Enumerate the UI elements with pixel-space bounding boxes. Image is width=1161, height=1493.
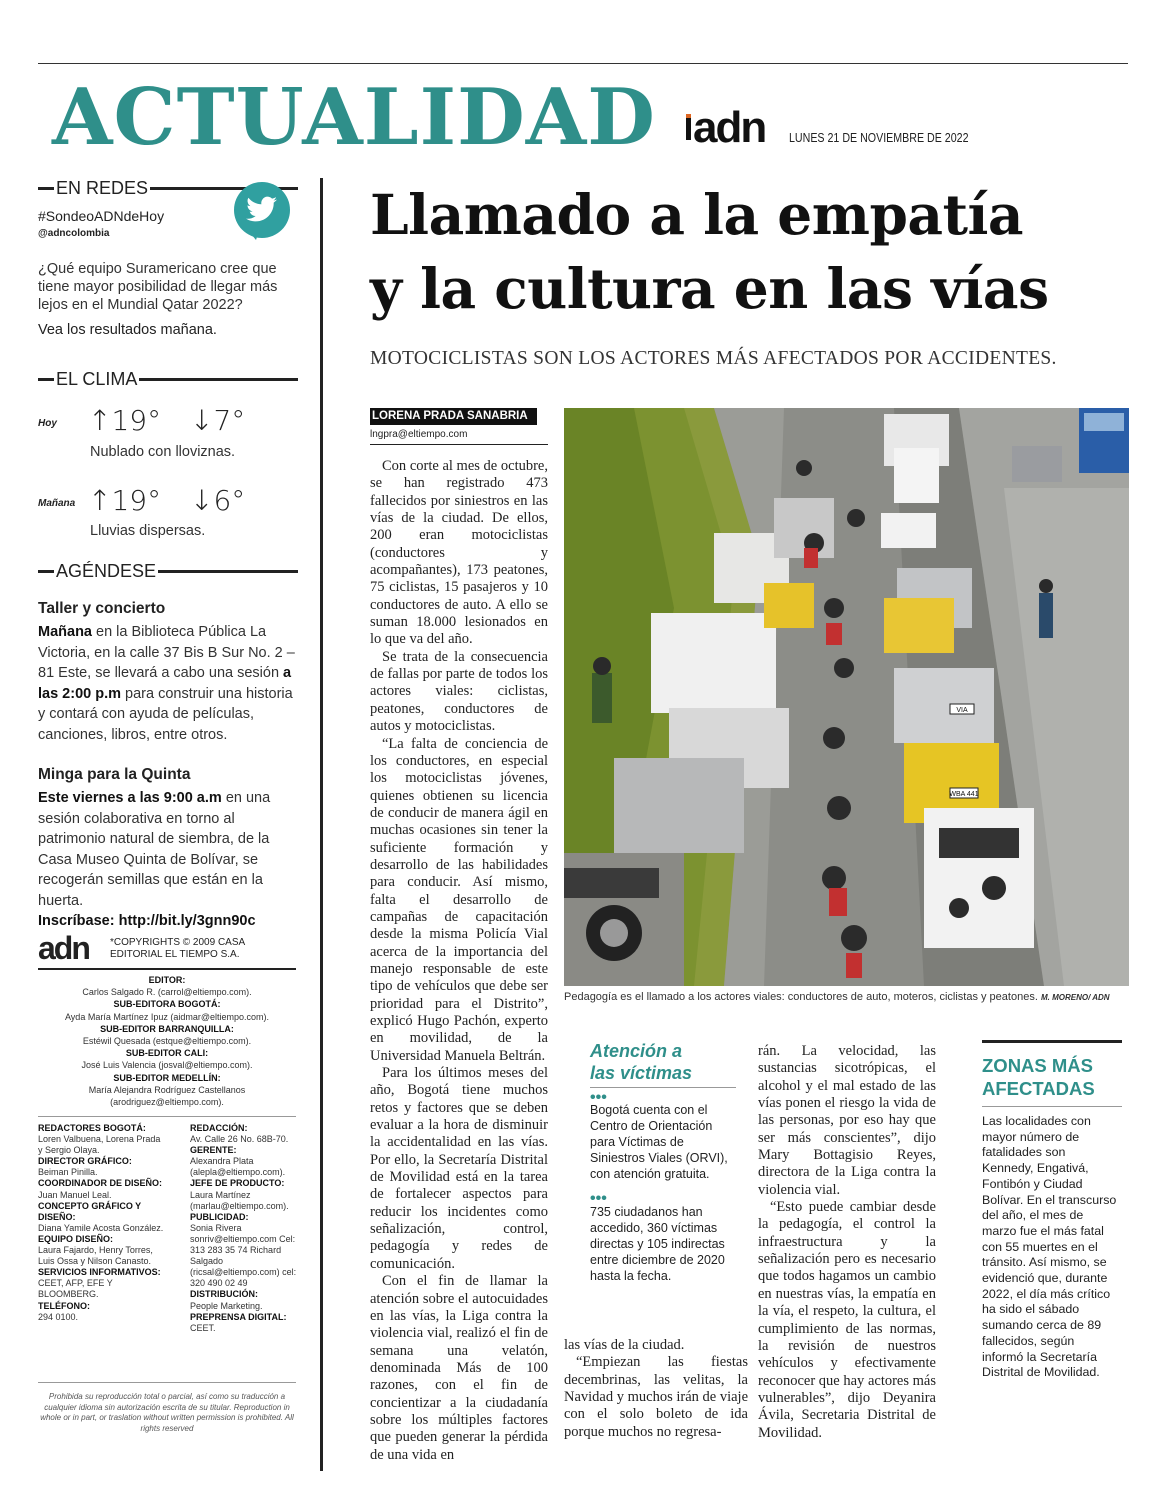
victims-paragraph: Bogotá cuenta con el Centro de Orientación para Víctimas de Siniestros Viales (ORVI), con atención gratuita. [590,1103,728,1181]
credit-name: María Alejandra Rodríguez Castellanos [88,1084,246,1095]
event-description [38,788,300,932]
event-text: para construir una historia y contará con ayuda de películas, canciones, libros, entre otros. [38,685,293,743]
credit-role: SUB-EDITOR MEDELLÍN: [113,1072,221,1083]
weather-tomorrow-low: ↓6° [190,484,246,517]
credits-left-column [38,1123,166,1323]
credit-role: GERENTE: [190,1145,237,1156]
weather-tomorrow-label: Mañana [38,498,76,509]
credit-role: EDITOR: [148,975,186,985]
headline-line: Llamado a la empatía [370,182,1024,247]
credit-name: Carlos Salgado R. (carrol@eltiempo.com). [82,987,252,998]
zones-box-title [982,1054,1095,1100]
credit-name: Loren Valbuena, Lorena Prada y Sergio Olaya. [38,1134,161,1156]
credit-role: SUB-EDITORA BOGOTÁ: [113,999,221,1010]
event-text: en la Biblioteca Pública La Victoria, en la calle 37 Bis B Sur No. 2 – 81 Este, se llevará a cabo una sesión [38,624,295,681]
article-paragraph: las vías de la ciudad. [564,1337,685,1353]
plate-text: VIA [956,707,968,714]
credit-role: DIRECTOR GRÁFICO: [38,1156,132,1167]
weather-tomorrow-high: ↑19° [88,484,162,517]
bullet-dots-icon: ••• [590,1190,607,1207]
weather-today-low: ↓7° [190,404,246,437]
event-text: en una sesión colaborativa en torno al patrimonio natural de siembra, de la Casa Museo Quinta de Bolívar, se recogerán semillas que están en la huerta. [38,790,271,909]
title-line: Atención a [590,1041,683,1061]
poll-hashtag: #SondeoADNdeHoy [38,208,165,224]
top-rule [38,63,1128,64]
article-paragraph: Con el fin de llamar la atención sobre el autocuidades en las vías, la Liga contra la violencia vial, realizó el fin de semana una velatón, denominada Más de 100 razones, con el fin de concientizar a la ciudadanía sobre los múltiples factores que pueden generar la pérdida de una vida en [370,1273,548,1463]
traffic-photo-illustration [564,408,1129,986]
credit-name: José Luis Valencia (josval@eltiempo.com). [81,1060,253,1071]
event-description [38,622,300,745]
twitter-handle: @adncolombia [38,228,110,239]
article-paragraph: rán. La velocidad, las sustancias sicotrópicas, el alcohol y el mal estado de las vías ponen el riesgo la vida de las personas, por eso hay que ser más conscientes”, dijo Mary Bottagisio Reyes, directora de la Liga contra la violencia vial. [758,1043,936,1198]
poll-note: Vea los resultados mañana. [38,322,217,338]
event-lead: Este viernes a las 9:00 a.m [38,790,222,806]
credit-role: REDACCIÓN: [190,1123,248,1133]
victims-rule [590,1087,736,1088]
weather-today-label: Hoy [38,418,57,429]
credit-name: Laura Fajardo, Henry Torres, Luis Ossa y Nilson Canasto. [38,1245,153,1267]
event-time: a las 2:00 p.m [38,665,292,702]
article-column-2 [564,1337,748,1441]
brand-logo [686,103,766,152]
article-paragraph: “La falta de conciencia de los conductores, en especial los motociclistas jóvenes, quienes obtienen su licencia de conducir de manera ágil en muchas ocasiones sin tener la suficiente formación y desarrollo de las habilidades para conducir. Así mismo, falta el desarrollo de campañas de capacitación desde la misma Policía Vial acerca de la importancia del manejo responsable de este tipo de vehículos que debe ser prioridad para el Distrito”, explicó Hugo Pachón, experto en movilidad, de la Universidad Manuela Beltrán. [370,735,548,1064]
event-lead: Mañana [38,624,92,640]
credits-right-column [190,1123,300,1334]
photo-credit: M. MORENO/ ADN [1040,993,1110,1002]
section-title: ACTUALIDAD [52,72,656,163]
event-signup-link[interactable]: Inscríbase: http://bit.ly/3gnn90c [38,913,256,929]
article-paragraph: Con corte al mes de octubre, se han registrado 473 fallecidos por siniestros en las vías de la ciudad. De ellos, 200 eran motociclistas (conductores y acompañantes), 173 peatones, 75 ciclistas, 15 pasajeros y 10 conductores de auto. A ello se suman 18.000 lesionados en lo que va del año. [370,458,548,648]
credit-name: Av. Calle 26 No. 68B-70. [190,1134,289,1145]
zones-rule [982,1040,1122,1043]
article-paragraph: “Empiezan las fiestas decembrinas, las velitas, la Navidad y muchos irán de viaje con el solo boleto de ida porque muchos no regresa- [564,1354,749,1440]
credit-role: SUB-EDITOR BARRANQUILLA: [100,1023,234,1034]
weather-section-header [38,369,298,389]
social-label: EN REDES [56,178,149,198]
zones-rule [982,1106,1122,1107]
legal-divider [38,1382,296,1383]
credit-name: Alexandra Plata (aleplа@eltiempo.com). [190,1156,286,1178]
weather-tomorrow-desc: Lluvias dispersas. [90,523,206,539]
credits-rule [38,968,296,970]
title-line: ZONAS MÁS [982,1055,1093,1076]
credit-role: TELÉFONO: [38,1300,90,1311]
legal-notice: Prohibida su reproducción total o parcial, así como su traducción a cualquier idioma sin autorización escrita de su titular. Reproduction in whole or in part, or traslation without written permission is prohibited. All rights reserved [40,1392,294,1433]
bird-glyph [246,196,278,224]
column-divider [320,178,323,1471]
agenda-label: AGÉNDESE [56,561,157,581]
poll-question: ¿Qué equipo Suramericano cree que tiene mayor posibilidad de llegar más lejos en el Mundial Qatar 2022? [38,261,278,313]
article-paragraph: Se trata de la consecuencia de fallas por parte de todos los actores viales: ciclistas, peatones, conductores de autos y motociclistas. [370,648,548,735]
zones-paragraph: Las localidades con mayor número de fatalidades son Kennedy, Engativá, Fontibón y Ciudad Bolívar. En el transcurso del año, el mes de marzo fue el más fatal con 55 muertes en el tránsito. Así mismo, se evidenció que, durante 2022, el día más crítico ha sido el sábado sumando cerca de 89 fallecidos, según informó la Secretaría Distrital de Movilidad. [982,1114,1117,1380]
credit-name: Juan Manuel Leal. [38,1189,112,1200]
agenda-section-header [38,561,298,581]
credit-name: CEET, AFP, EFE Y BLOOMBERG. [38,1278,113,1300]
article-subhead: MOTOCICLISTAS SON LOS ACTORES MÁS AFECTADOS POR ACCIDENTES. [370,348,1057,369]
weather-label: EL CLIMA [56,369,138,389]
credit-role: JEFE DE PRODUCTO: [190,1178,285,1189]
photo-caption [564,991,1129,1003]
article-headline [370,178,1140,326]
weather-today-desc: Nublado con lloviznas. [90,444,236,460]
article-paragraph: Para los últimos meses del año, Bogotá tiene muchos retos y factores que se deben evaluar a la hora de disminuir la accidentalidad en las vías. Por ello, la Secretaría Distrital de Movilidad está en la tarea de fortalecer aspectos para reducir los incidentes como señalización, control, pedagogía y redes de comunicación. [370,1065,548,1272]
credit-role: PUBLICIDAD: [190,1211,249,1222]
caption-text: Pedagogía es el llamado a los actores viales: conductores de auto, moteros, ciclistas y peatones. [564,991,1038,1003]
event-title: Taller y concierto [38,600,166,617]
credit-name: Sonia Rivera sonriv@eltiempo.com Cel: 313 283 35 74 Richard Salgado (ricsal@eltiempo.com) cel: 320 490 02 49 [190,1222,297,1289]
bullet-dots-icon: ••• [590,1089,607,1106]
event-title: Minga para la Quinta [38,766,191,783]
credit-role: SUB-EDITOR CALI: [125,1048,209,1059]
credit-role: PREPRENSA DIGITAL: [190,1311,287,1322]
credit-name: CEET. [190,1322,216,1333]
credit-role: SERVICIOS INFORMATIVOS: [38,1267,161,1278]
victims-box-title [590,1040,692,1084]
copyright-notice: *COPYRIGHTS © 2009 CASA EDITORIAL EL TIEMPO S.A. [110,937,245,960]
credit-role: COORDINADOR DE DISEÑO: [38,1178,163,1189]
credit-role: CONCEPTO GRÁFICO Y DISEÑO: [38,1200,142,1222]
credit-name: Diana Yamile Acosta González. [38,1222,164,1233]
article-column-1 [370,458,548,1476]
credits-divider [38,1116,296,1117]
plate-text: WBA 441 [949,791,979,798]
title-line: AFECTADAS [982,1078,1095,1099]
credit-role: EQUIPO DISEÑO: [38,1233,114,1244]
credit-name: Beiman Pinilla. [38,1167,98,1178]
masthead-logo: adn [38,930,89,966]
credit-name: 294 0100. [38,1311,79,1322]
logo-mark-icon [686,114,691,140]
credit-name: Estéwil Quesada (estque@eltiempo.com). [82,1036,252,1047]
credit-name: Ayda María Martínez Ipuz (aidmar@eltiempo.com). [64,1011,270,1022]
editors-list [38,974,296,1108]
credit-name: Laura Martínez (marlau@eltiempo.com). [190,1189,289,1211]
credit-role: DISTRIBUCIÓN: [190,1289,258,1300]
headline-line: y la cultura en las vías [370,256,1049,321]
author-name: LORENA PRADA SANABRIA [370,408,537,425]
article-column-3 [758,1043,936,1442]
author-email[interactable]: lngpra@eltiempo.com [370,429,468,440]
byline-rule [370,444,548,445]
traffic-photo [564,408,1129,986]
brand-logo-text: adn [693,103,766,152]
twitter-bird-icon [234,182,290,238]
credit-name: People Marketing. [190,1300,263,1311]
weather-today-high: ↑19° [88,404,162,437]
credit-name: (arodriguez@eltiempo.com). [110,1097,224,1108]
credit-role: REDACTORES BOGOTÁ: [38,1123,146,1133]
title-line: las víctimas [590,1063,693,1083]
article-paragraph: “Esto puede cambiar desde la pedagogía, el control la infraestructura y la señalización pero es necesario que todos hagamos un cambio en nuestras vías, la empatía en la vía, el respeto, la cultura, el cumplimiento de las normas, la revisión de nuestros vehículos y efectivamente reconocer que hay actores más vulnerables”, dijo Deyanira Ávila, Secretaria Distrital de Movilidad. [758,1199,936,1441]
victims-paragraph: 735 ciudadanos han accedido, 360 víctimas directas y 105 indirectas entre diciembre de 2020 hasta la fecha. [590,1205,725,1283]
issue-date: LUNES 21 DE NOVIEMBRE DE 2022 [789,130,969,145]
